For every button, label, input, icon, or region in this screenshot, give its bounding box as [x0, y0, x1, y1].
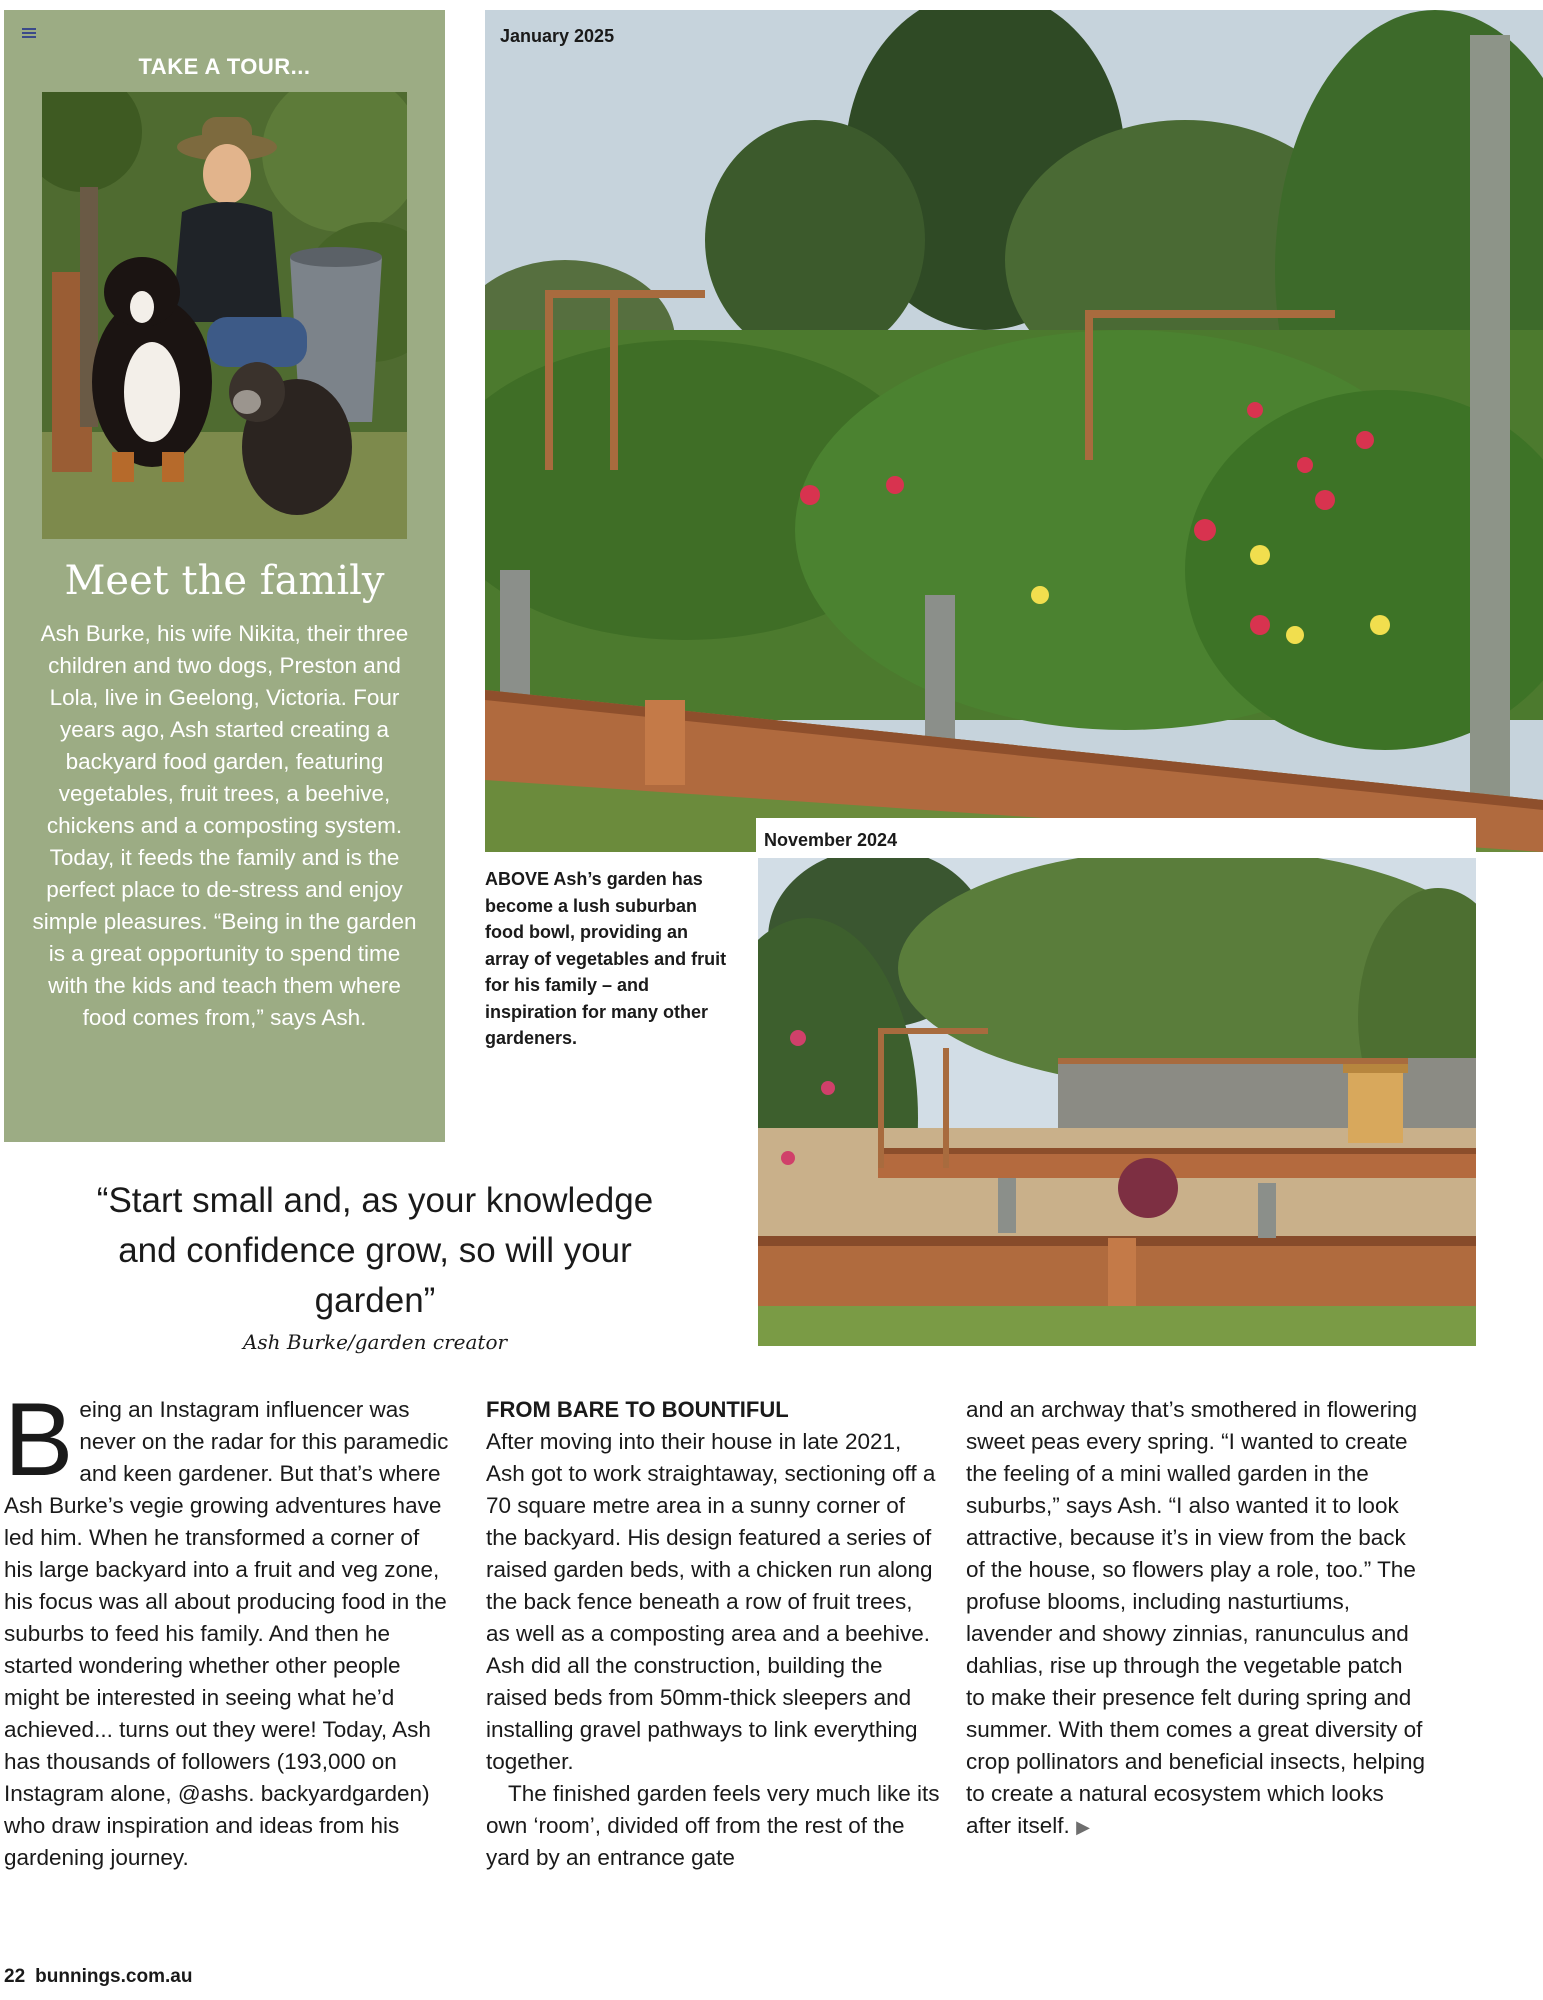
photo-date-label-november: November 2024: [764, 830, 898, 850]
portrait-illustration: [42, 92, 407, 539]
article-column-3: [966, 1394, 1426, 1843]
article-column-1: [4, 1382, 454, 1874]
page-footer: [4, 1966, 192, 1988]
garden-illustration-november: [758, 858, 1476, 1346]
article-column-1-text: eing an Instagram influencer was never on the radar for this paramedic and keen gardener. But that’s where Ash Burke’s vegie growing adventures have led him. When he transformed a corner of his large backyard into a fruit and veg zone, his focus was all about producing food in the suburbs to feed his family. And then he started wondering whether other people might be interested in seeing what he’d achieved... turns out they were! Today, Ash has thousands of followers (193,000 on Instagram alone, @ashs. backyardgarden) who draw inspiration and ideas from his gardening journey.: [4, 1397, 449, 1870]
article-column-2-paragraph-1: After moving into their house in late 2021, Ash got to work straightaway, sectioning off a 70 square metre area in a sunny corner of the backyard. His design featured a series of raised garden beds, with a chicken run along the back fence beneath a row of fruit trees, as well as a composting area and a beehive. Ash did all the construction, building the raised beds from 50mm-thick sleepers and installing gravel pathways to link everything together.: [486, 1429, 936, 1774]
family-portrait-image: [42, 92, 407, 539]
family-description: Ash Burke, his wife Nikita, their three children and two dogs, Preston and Lola, live in Geelong, Victoria. Four years ago, Ash started creating a backyard food garden, featuring vegetables, fruit trees, a beehive, chickens and a composting system. Today, it feeds the family and is the perfect place to de-stress and enjoy simple pleasures. “Being in the garden is a great opportunity to spend time with the kids and teach them where food comes from,” says Ash.: [32, 621, 417, 1030]
tour-label: TAKE A TOUR...: [138, 54, 311, 79]
article-column-2-paragraph-2: The finished garden feels very much like its own ‘room’, divided off from the rest of the yard by an entrance gate: [486, 1781, 940, 1870]
garden-illustration-january: [485, 10, 1543, 852]
family-heading: Meet the family: [64, 558, 385, 604]
garden-photo-january: [485, 10, 1543, 852]
garden-photo-november-image: [758, 858, 1476, 1346]
pull-quote-attribution: Ash Burke/garden creator: [242, 1330, 508, 1354]
drop-cap: B: [4, 1382, 74, 1498]
page-number: 22: [4, 1966, 26, 1987]
pull-quote: “Start small and, as your knowledge and confidence grow, so will your garden”: [96, 1181, 654, 1320]
garden-photo-november: [756, 818, 1476, 1346]
caption-text: Ash’s garden has become a lush suburban food bowl, providing an array of vegetables and fruit for his family – and inspiration for many other gardeners.: [485, 869, 727, 1048]
end-of-article-icon: ▶: [1076, 1817, 1090, 1837]
photo-caption: [485, 866, 735, 1052]
section-heading: FROM BARE TO BOUNTIFUL: [486, 1397, 789, 1422]
article-column-3-text: and an archway that’s smothered in flowering sweet peas every spring. “I wanted to create the feeling of a mini walled garden in the suburbs,” says Ash. “I also wanted it to look attractive, because it’s in view from the back of the house, so flowers play a role, too.” The profuse blooms, including nasturtiums, lavender and showy zinnias, ranunculus and dahlias, rise up through the vegetable patch to make their presence felt during spring and summer. With them comes a great diversity of crop pollinators and beneficial insects, helping to create a natural ecosystem which looks after itself.: [966, 1397, 1426, 1838]
caption-lead: ABOVE: [485, 869, 550, 889]
sidebar-panel: [4, 10, 445, 1142]
article-column-2: [486, 1394, 941, 1874]
menu-icon: [22, 28, 36, 38]
footer-site[interactable]: bunnings.com.au: [35, 1966, 193, 1987]
photo-date-label-january: January 2025: [500, 26, 615, 46]
